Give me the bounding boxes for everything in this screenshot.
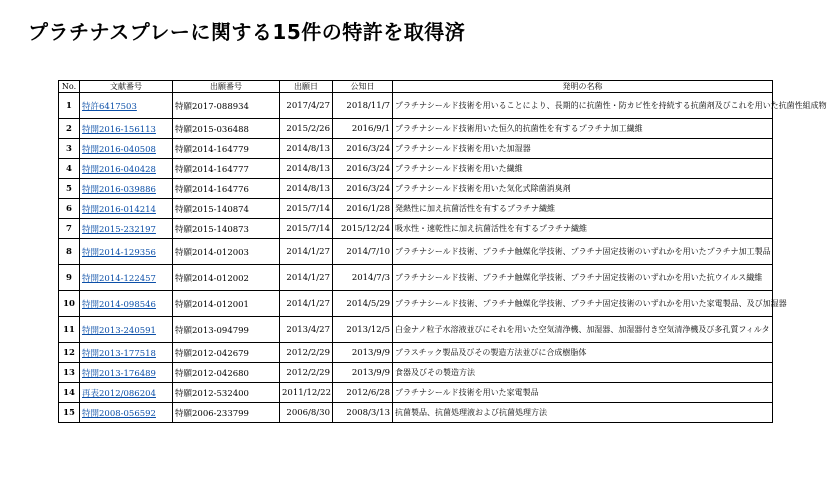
invention-title: プラチナシールド技術、プラチナ触媒化学技術、プラチナ固定技術のいずれかを用いた抗ウイルス繊維 — [393, 265, 773, 291]
publication-number-link[interactable]: 特開2016-014214 — [82, 204, 156, 215]
table-row — [59, 93, 773, 119]
publication-number-cell — [80, 403, 173, 423]
publication-date: 2013/9/9 — [333, 363, 393, 383]
row-number: 6 — [59, 199, 80, 219]
table-row — [59, 139, 773, 159]
publication-date: 2018/11/7 — [333, 93, 393, 119]
filing-date: 2014/8/13 — [280, 159, 333, 179]
application-number: 特願2014-012001 — [173, 291, 280, 317]
publication-date: 2016/3/24 — [333, 139, 393, 159]
invention-title: プラチナシールド技術を用いた加湿器 — [393, 139, 773, 159]
publication-number-cell — [80, 317, 173, 343]
row-number: 9 — [59, 265, 80, 291]
application-number: 特願2012-532400 — [173, 383, 280, 403]
publication-date: 2016/3/24 — [333, 159, 393, 179]
filing-date: 2006/8/30 — [280, 403, 333, 423]
invention-title: 白金ナノ粒子水溶液並びにそれを用いた空気清浄機、加湿器、加湿器付き空気清浄機及び多孔質フィルタ — [393, 317, 773, 343]
table-row — [59, 199, 773, 219]
publication-number-cell — [80, 93, 173, 119]
invention-title: プラチナシールド技術を用いた家電製品 — [393, 383, 773, 403]
publication-number-link[interactable]: 特開2016-040508 — [82, 144, 156, 155]
row-number: 7 — [59, 219, 80, 239]
publication-number-cell — [80, 199, 173, 219]
publication-number-link[interactable]: 特開2016-039886 — [82, 184, 156, 195]
publication-number-link[interactable]: 特開2013-177518 — [82, 348, 156, 359]
publication-number-link[interactable]: 再表2012/086204 — [82, 388, 156, 399]
row-number: 4 — [59, 159, 80, 179]
header-invention-title: 発明の名称 — [393, 81, 773, 93]
publication-number-link[interactable]: 特開2013-176489 — [82, 368, 156, 379]
filing-date: 2015/7/14 — [280, 199, 333, 219]
publication-date: 2014/5/29 — [333, 291, 393, 317]
application-number: 特願2014-164779 — [173, 139, 280, 159]
filing-date: 2014/8/13 — [280, 139, 333, 159]
table-row — [59, 239, 773, 265]
row-number: 5 — [59, 179, 80, 199]
table-row — [59, 317, 773, 343]
invention-title: 抗菌製品、抗菌処理液および抗菌処理方法 — [393, 403, 773, 423]
filing-date: 2013/4/27 — [280, 317, 333, 343]
publication-date: 2012/6/28 — [333, 383, 393, 403]
publication-number-cell — [80, 159, 173, 179]
table-row — [59, 265, 773, 291]
application-number: 特願2014-164777 — [173, 159, 280, 179]
row-number: 2 — [59, 119, 80, 139]
application-number: 特願2014-164776 — [173, 179, 280, 199]
filing-date: 2011/12/22 — [280, 383, 333, 403]
row-number: 11 — [59, 317, 80, 343]
invention-title: プラチナシールド技術を用いることにより、長期的に抗菌性・防カビ性を持続する抗菌剤及びこれを用いた抗菌性組成物 — [393, 93, 773, 119]
table-row — [59, 291, 773, 317]
filing-date: 2015/2/26 — [280, 119, 333, 139]
application-number: 特願2014-012003 — [173, 239, 280, 265]
invention-title: 吸水性・速乾性に加え抗菌活性を有するプラチナ繊維 — [393, 219, 773, 239]
table-row — [59, 363, 773, 383]
filing-date: 2015/7/14 — [280, 219, 333, 239]
invention-title: 食器及びその製造方法 — [393, 363, 773, 383]
invention-title: プラチナシールド技術、プラチナ触媒化学技術、プラチナ固定技術のいずれかを用いたプラチナ加工製品 — [393, 239, 773, 265]
invention-title: 発熱性に加え抗菌活性を有するプラチナ繊維 — [393, 199, 773, 219]
application-number: 特願2012-042680 — [173, 363, 280, 383]
filing-date: 2017/4/27 — [280, 93, 333, 119]
header-no: No. — [59, 81, 80, 93]
publication-date: 2016/9/1 — [333, 119, 393, 139]
header-application-number: 出願番号 — [173, 81, 280, 93]
application-number: 特願2015-140874 — [173, 199, 280, 219]
table-row — [59, 403, 773, 423]
invention-title: プラチナシールド技術を用いた気化式除菌消臭剤 — [393, 179, 773, 199]
publication-number-link[interactable]: 特開2014-129356 — [82, 247, 156, 258]
filing-date: 2014/1/27 — [280, 265, 333, 291]
application-number: 特願2013-094799 — [173, 317, 280, 343]
publication-date: 2008/3/13 — [333, 403, 393, 423]
publication-number-cell — [80, 179, 173, 199]
publication-date: 2016/3/24 — [333, 179, 393, 199]
application-number: 特願2012-042679 — [173, 343, 280, 363]
publication-number-cell — [80, 291, 173, 317]
publication-date: 2015/12/24 — [333, 219, 393, 239]
publication-number-link[interactable]: 特開2014-098546 — [82, 299, 156, 310]
row-number: 1 — [59, 93, 80, 119]
publication-number-cell — [80, 239, 173, 265]
table-row — [59, 219, 773, 239]
publication-number-link[interactable]: 特開2016-040428 — [82, 164, 156, 175]
publication-date: 2013/12/5 — [333, 317, 393, 343]
publication-number-cell — [80, 343, 173, 363]
filing-date: 2014/1/27 — [280, 291, 333, 317]
row-number: 15 — [59, 403, 80, 423]
row-number: 3 — [59, 139, 80, 159]
page-title: プラチナスプレーに関する15件の特許を取得済 — [28, 20, 466, 44]
application-number: 特願2014-012002 — [173, 265, 280, 291]
table-row — [59, 119, 773, 139]
publication-number-link[interactable]: 特開2013-240591 — [82, 325, 156, 336]
table-row — [59, 159, 773, 179]
patent-table — [58, 80, 827, 423]
header-filing-date: 出願日 — [280, 81, 333, 93]
application-number: 特願2017-088934 — [173, 93, 280, 119]
publication-number-cell — [80, 139, 173, 159]
filing-date: 2012/2/29 — [280, 363, 333, 383]
header-publication-date: 公知日 — [333, 81, 393, 93]
invention-title: プラチナシールド技術用いた恒久的抗菌性を有するプラチナ加工繊維 — [393, 119, 773, 139]
publication-number-cell — [80, 219, 173, 239]
row-number: 14 — [59, 383, 80, 403]
row-number: 8 — [59, 239, 80, 265]
publication-number-link[interactable]: 特開2016-156113 — [82, 124, 156, 135]
row-number: 10 — [59, 291, 80, 317]
publication-number-link[interactable]: 特開2014-122457 — [82, 273, 156, 284]
table-row — [59, 343, 773, 363]
publication-date: 2013/9/9 — [333, 343, 393, 363]
table-row — [59, 179, 773, 199]
invention-title: プラチナシールド技術を用いた繊維 — [393, 159, 773, 179]
publication-number-cell — [80, 265, 173, 291]
filing-date: 2014/1/27 — [280, 239, 333, 265]
filing-date: 2014/8/13 — [280, 179, 333, 199]
invention-title: プラスチック製品及びその製造方法並びに合成樹脂体 — [393, 343, 773, 363]
application-number: 特願2015-036488 — [173, 119, 280, 139]
publication-number-link[interactable]: 特開2008-056592 — [82, 408, 156, 419]
publication-number-cell — [80, 363, 173, 383]
publication-number-link[interactable]: 特許6417503 — [82, 101, 137, 112]
row-number: 12 — [59, 343, 80, 363]
application-number: 特願2006-233799 — [173, 403, 280, 423]
header-publication-number: 文献番号 — [80, 81, 173, 93]
invention-title: プラチナシールド技術、プラチナ触媒化学技術、プラチナ固定技術のいずれかを用いた家電製品、及び加湿器 — [393, 291, 773, 317]
row-number: 13 — [59, 363, 80, 383]
publication-date: 2014/7/3 — [333, 265, 393, 291]
publication-number-cell — [80, 383, 173, 403]
publication-number-cell — [80, 119, 173, 139]
filing-date: 2012/2/29 — [280, 343, 333, 363]
table-row — [59, 383, 773, 403]
publication-number-link[interactable]: 特開2015-232197 — [82, 224, 156, 235]
application-number: 特願2015-140873 — [173, 219, 280, 239]
publication-date: 2016/1/28 — [333, 199, 393, 219]
publication-date: 2014/7/10 — [333, 239, 393, 265]
table-header-row — [59, 81, 773, 93]
